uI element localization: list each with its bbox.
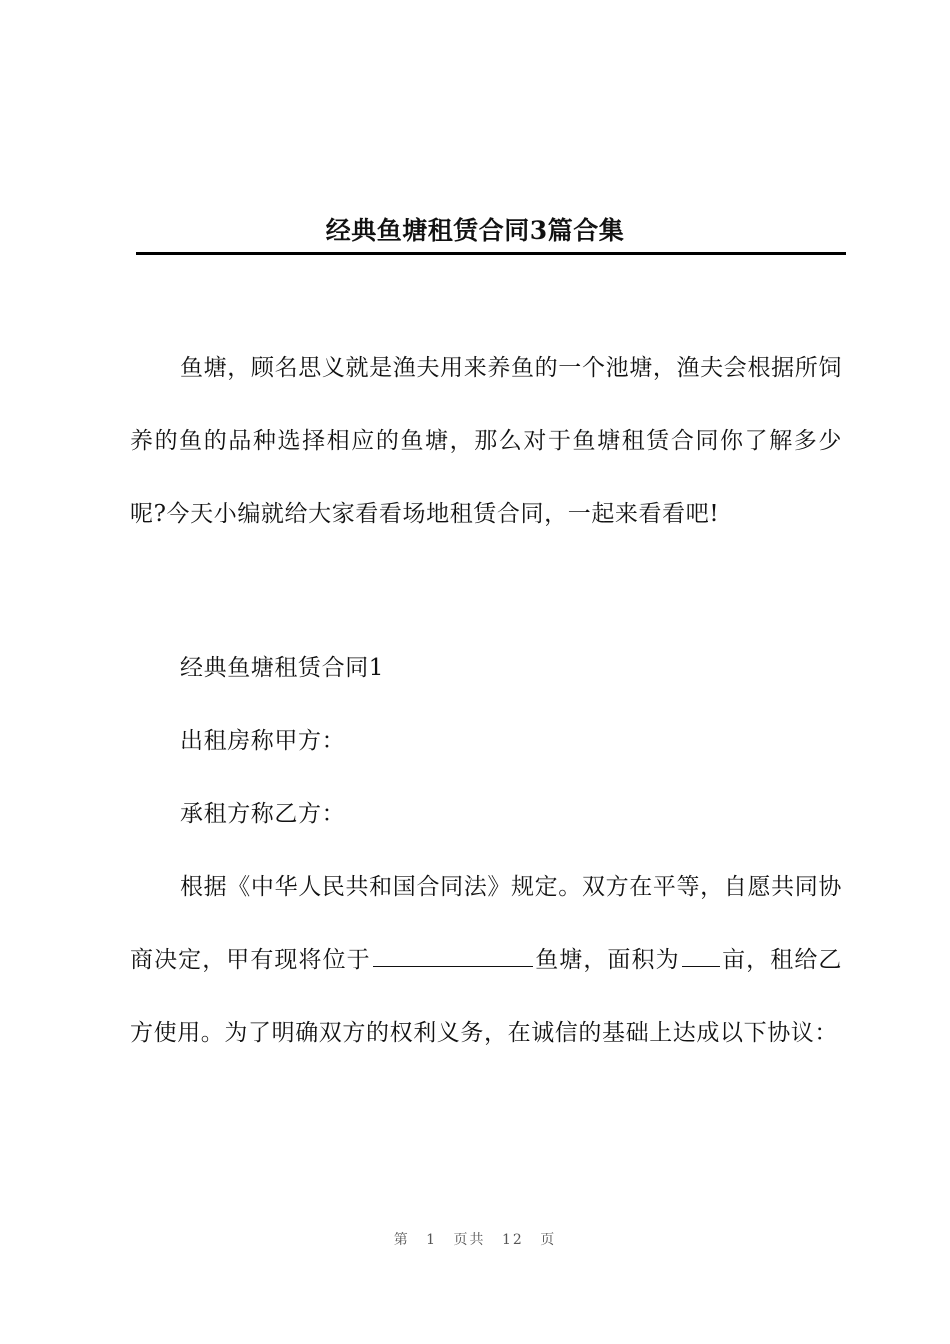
clause-text-part2: 鱼塘，面积为 (534, 947, 680, 973)
clause-text-part1: 根据《中华人民共和国合同法》规定。双方在平等，自愿共同协商决定，甲有现将位于 (130, 874, 842, 973)
title-divider (136, 252, 846, 255)
clause-text-part3: 亩，租给乙方使用。为了明确双方的权利义务，在诚信的基础上达成以下协议： (130, 947, 843, 1046)
page-footer: 第 1 页共 12 页 (393, 1232, 557, 1248)
lessor-line: 出租房称甲方： (180, 728, 346, 754)
intro-paragraph: 鱼塘，顾名思义就是渔夫用来养鱼的一个池塘，渔夫会根据所饲养的鱼的品种选择相应的鱼塘，那么对于鱼塘租赁合同你了解多少呢?今天小编就给大家看看场地租赁合同，一起来看看吧! (130, 355, 842, 527)
document-title: 经典鱼塘租赁合同3篇合集 (325, 215, 625, 245)
lessee-line: 承租方称乙方： (180, 801, 346, 827)
location-blank (373, 946, 533, 967)
clause-paragraph (130, 851, 842, 1070)
area-blank (682, 946, 720, 967)
section-heading: 经典鱼塘租赁合同1 (180, 655, 385, 681)
